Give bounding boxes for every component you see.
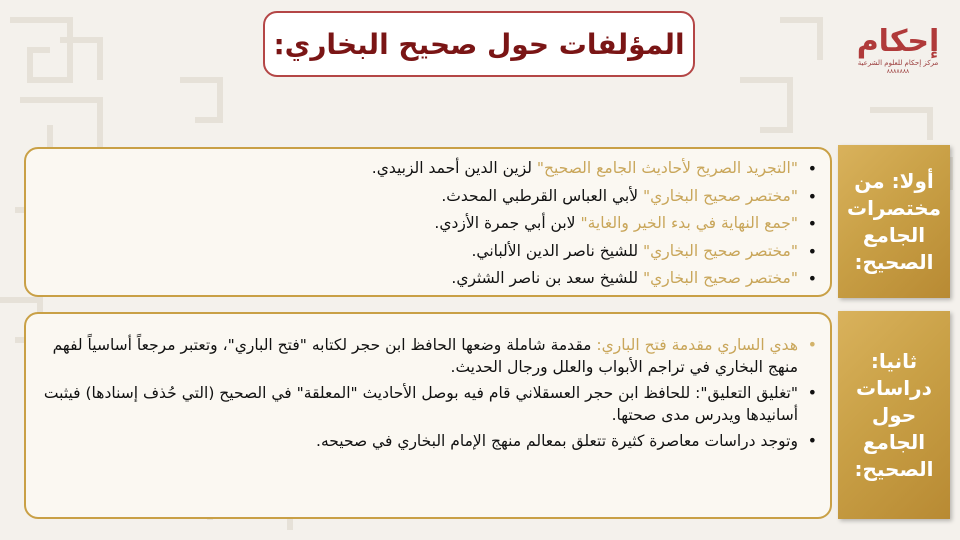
section1-content — [24, 147, 832, 297]
section2-label — [838, 311, 950, 519]
logo — [846, 25, 950, 95]
list-item — [38, 238, 820, 266]
item-text: وتوجد دراسات معاصرة كثيرة تتعلق بمعالم منهج الإمام البخاري في صحيحه. — [316, 432, 798, 450]
list-item — [38, 265, 820, 293]
bullet-icon: • — [807, 186, 817, 206]
section1-label-text: أولا: من مختصرات الجامع الصحيح: — [846, 168, 942, 274]
item-highlight: "التجريد الصريح لأحاديث الجامع الصحيح" — [536, 159, 798, 177]
item-text: للشيخ سعد بن ناصر الشثري. — [451, 269, 643, 287]
bullet-icon: • — [807, 383, 817, 402]
section2-label-text: ثانيا: دراسات حول الجامع الصحيح: — [854, 348, 934, 481]
item-text: للشيخ ناصر الدين الألباني. — [471, 241, 643, 260]
item-text: "تغليق التعليق": للحافظ ابن حجر العسقلاني قام فيه بوصل الأحاديث "المعلقة" في الصحيح (التي حُذف إسنادها) فيثبت أسانيدها ويدرس مدى صحتها. — [43, 384, 798, 424]
title-banner — [263, 11, 695, 77]
bullet-icon: • — [807, 241, 817, 261]
list-item — [38, 382, 820, 426]
bullet-icon: • — [807, 431, 817, 450]
logo-tagline: ٨٨٨٨٨٨٨ — [886, 68, 910, 75]
item-highlight: "جمع النهاية في بدء الخير والغاية" — [580, 214, 798, 232]
item-text: لأبي العباس القرطبي المحدث. — [441, 186, 643, 205]
item-text: لابن أبي جمرة الأزدي. — [434, 214, 581, 232]
bullet-icon: • — [807, 335, 817, 354]
section1-label — [838, 145, 950, 298]
logo-subtitle: مركز إحكام للعلوم الشرعية — [857, 59, 939, 67]
bullet-icon: • — [807, 214, 817, 233]
bullet-icon: • — [807, 269, 817, 288]
section1-list — [38, 155, 820, 293]
bullet-icon: • — [807, 159, 817, 178]
item-highlight: "مختصر صحيح البخاري" — [643, 269, 798, 287]
item-text: لزين الدين أحمد الزبيدي. — [371, 159, 537, 177]
list-item — [38, 210, 820, 238]
list-item — [38, 155, 820, 183]
list-item — [38, 334, 820, 378]
section2-content — [24, 312, 832, 519]
item-highlight: "مختصر صحيح البخاري" — [643, 241, 798, 260]
item-text: مقدمة شاملة وضعها الحافظ ابن حجر لكتابه "فتح الباري"، وتعتبر مرجعاً أساسياً لفهم منهج البخاري في تراجم الأبواب والعلل ورجال الحديث. — [52, 336, 798, 376]
logo-name: إحكام — [856, 24, 940, 59]
item-highlight: "مختصر صحيح البخاري" — [643, 186, 798, 205]
list-item — [38, 183, 820, 211]
list-item — [38, 430, 820, 452]
item-highlight: هدي الساري مقدمة فتح الباري: — [596, 336, 798, 354]
page-title: المؤلفات حول صحيح البخاري: — [273, 27, 685, 61]
section2-list — [38, 334, 820, 452]
